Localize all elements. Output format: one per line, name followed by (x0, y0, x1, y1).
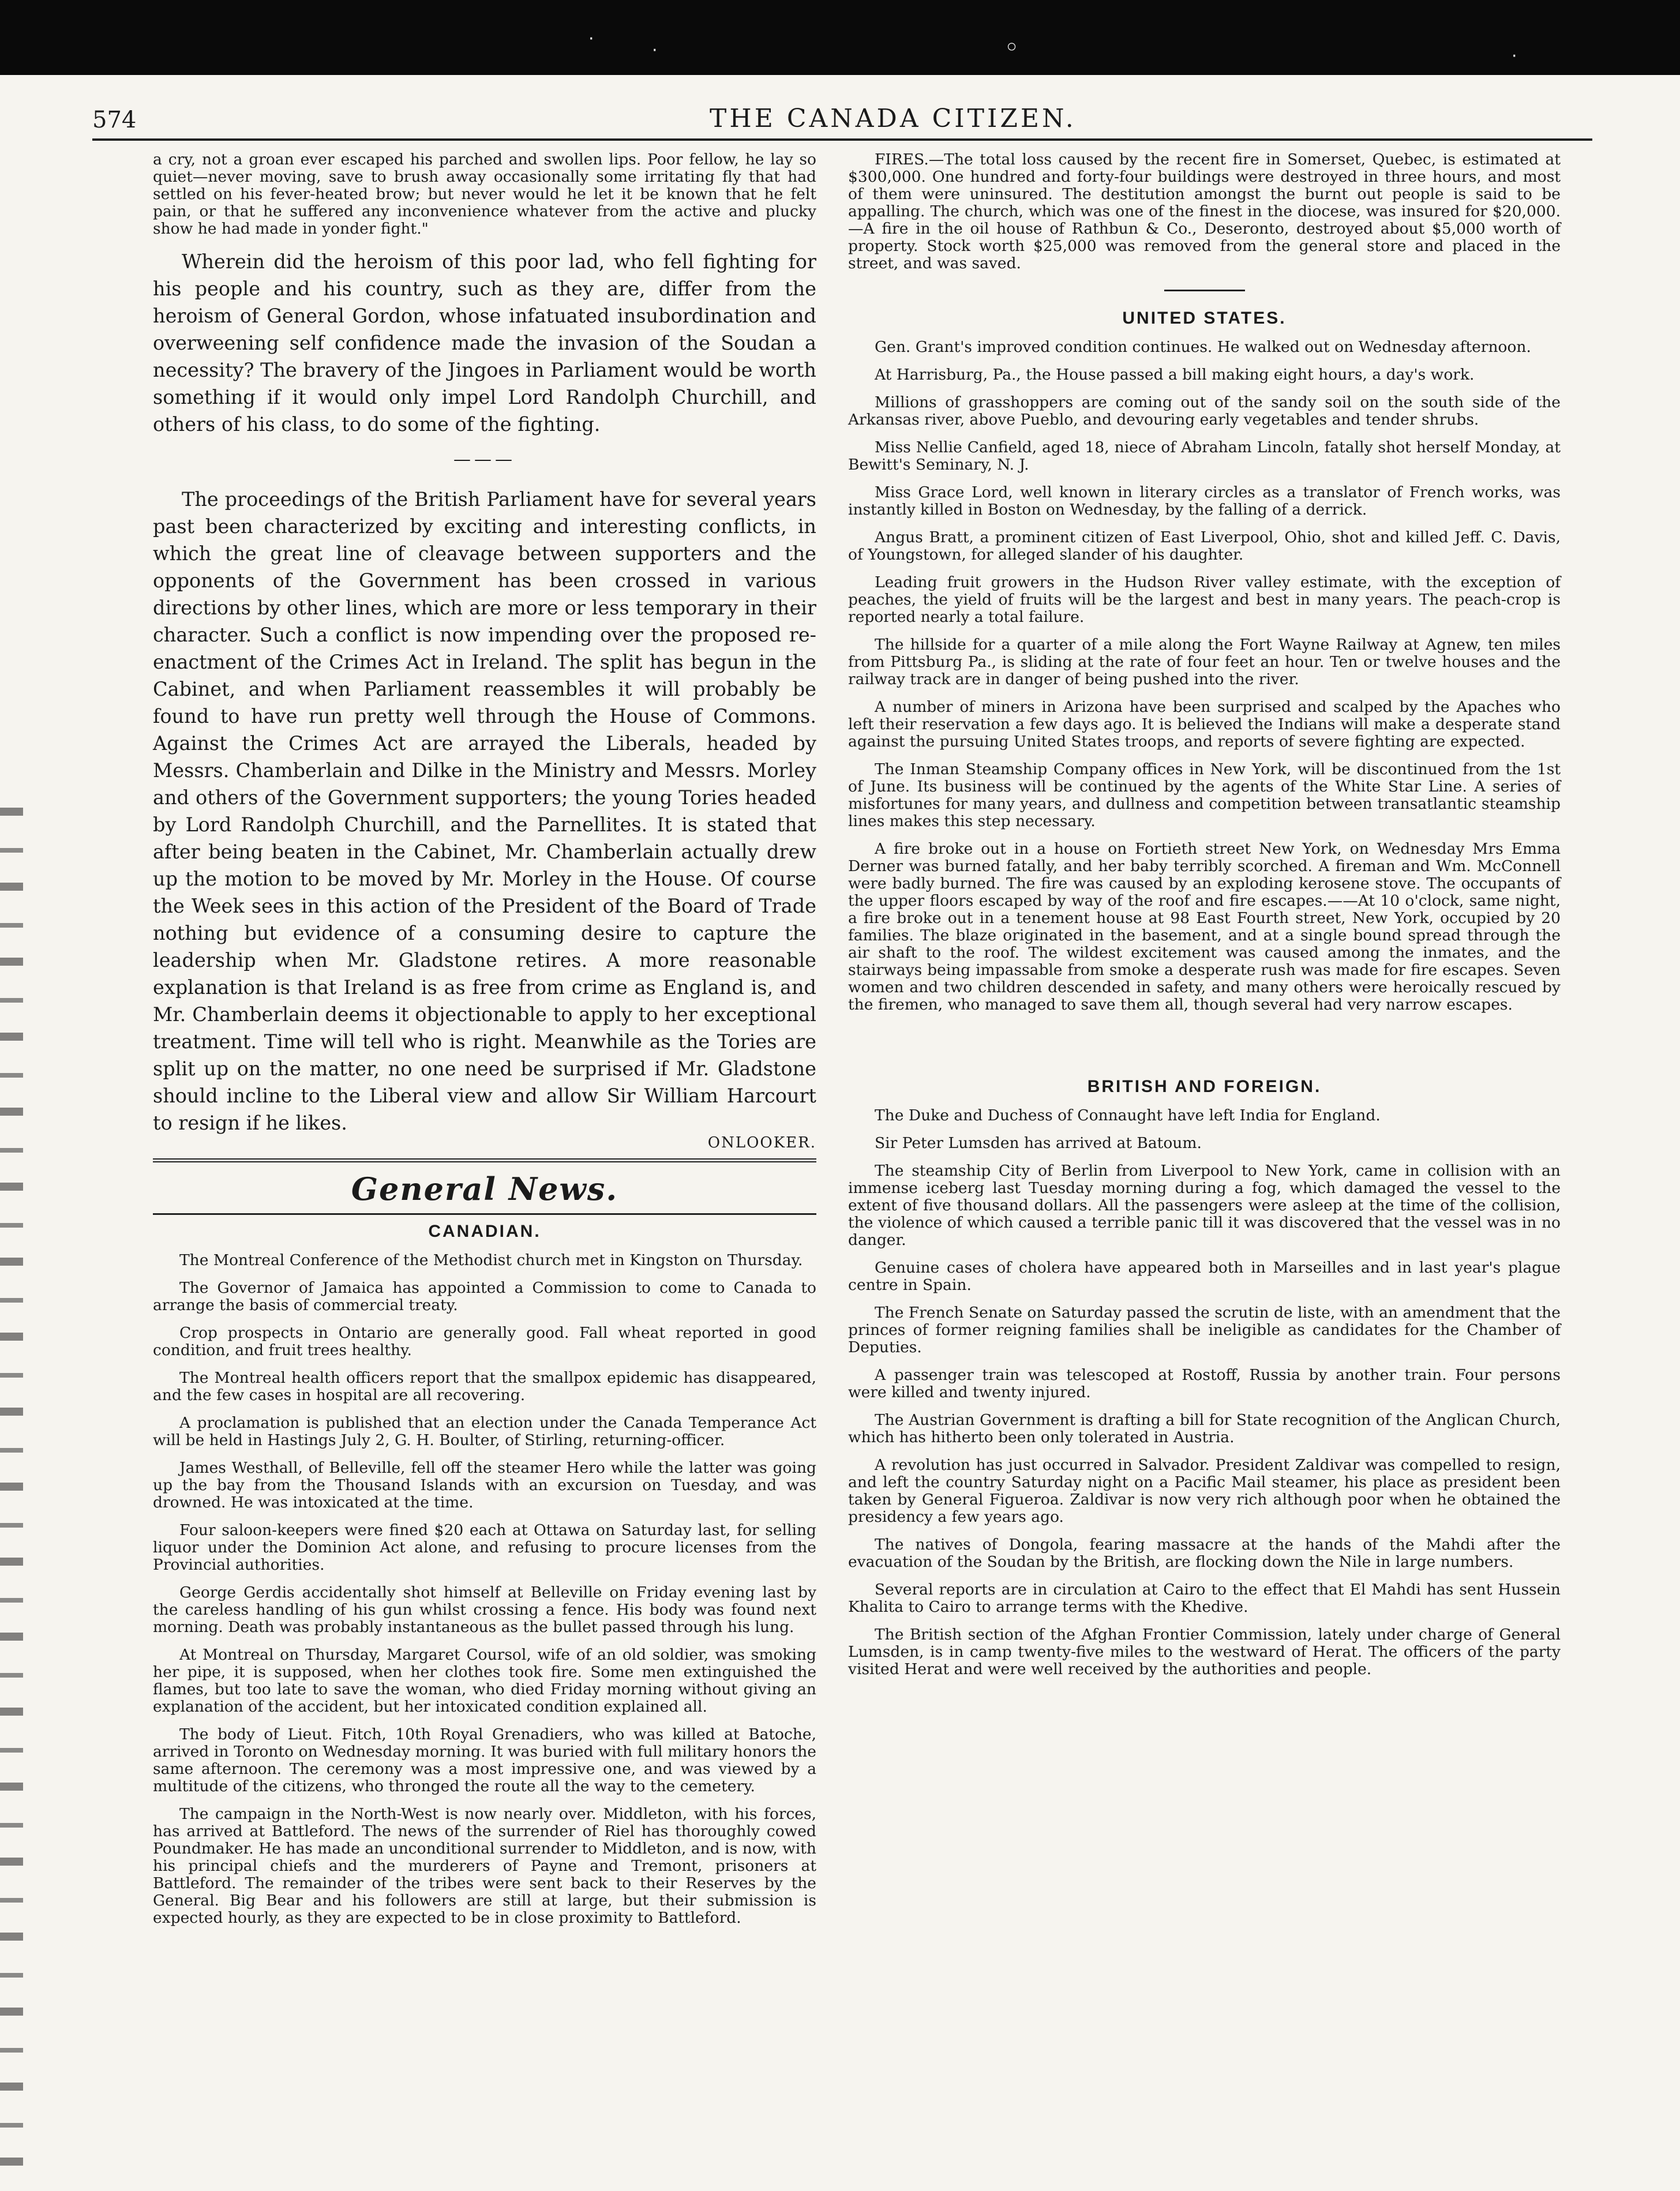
running-title: THE CANADA CITIZEN. (710, 104, 1077, 133)
news-item: A fire broke out in a house on Fortieth street New York, on Wednesday Mrs Emma Derner was burned fatally, and her baby terribly scorched. A fireman and Wm. McConnell were badly burned. The fire was caused by an exploding kerosene stove. The occupants of the upper floors escaped by way of the roof and fire escapes.——At 10 o'clock, same night, a fire broke out in a tenement house at 98 East Fourth street, New York, occupied by 20 families. The blaze originated in the basement, and at a single bound spread through the air shaft to the roof. The wildest excitement was caused among the inmates, and the stairways being impassable from smoke a desperate rush was made for fire escapes. Seven women and two children descended in safety, and many others were heroically rescued by the firemen, who managed to save them all, though several had very narrow escapes. (848, 840, 1561, 1014)
news-item: Miss Nellie Canfield, aged 18, niece of Abraham Lincoln, fatally shot herself Monday, at Bewitt's Seminary, N. J. (848, 438, 1561, 474)
news-item: Millions of grasshoppers are coming out of the sandy soil on the south side of the Arkansas river, above Pueblo, and devouring early vegetables and tender shrubs. (848, 393, 1561, 429)
news-item: Angus Bratt, a prominent citizen of East Liverpool, Ohio, shot and killed Jeff. C. Davis, of Youngstown, for alleged slander of his daughter. (848, 528, 1561, 564)
news-item: The Montreal health officers report that the smallpox epidemic has disappeared, and the few cases in hospital are all recovering. (153, 1369, 816, 1404)
scan-speck: · (652, 40, 658, 61)
editorial-block (153, 248, 816, 1136)
news-item: A passenger train was telescoped at Rostoff, Russia by another train. Four persons were killed and twenty injured. (848, 1366, 1561, 1401)
news-item: The Austrian Government is drafting a bill for State recognition of the Anglican Church, which has hitherto been only tolerated in Austria. (848, 1411, 1561, 1446)
news-item: The Duke and Duchess of Connaught have left India for England. (875, 1106, 1381, 1124)
canadian-heading: CANADIAN. (428, 1222, 541, 1241)
signature: ONLOOKER. (707, 1134, 816, 1151)
scan-speck: · (588, 29, 594, 49)
fires-block (848, 151, 1561, 272)
scan-speck: · (1512, 46, 1517, 66)
parliament-paragraph: The proceedings of the British Parliament have for several years past been characterized by exciting and interesting conflicts, in which the great line of cleavage between supporters and the opponents of the Government has been crossed in various directions by other lines, which are more or less temporary in their character. Such a conflict is now impending over the proposed re-enactment of the Crimes Act in Ireland. The split has begun in the Cabinet, and when Parliament reassembles it will probably be found to have run pretty well through the House of Commons. Against the Crimes Act are arrayed the Liberals, headed by Messrs. Chamberlain and Dilke in the Ministry and Messrs. Morley and others of the Government supporters; the young Tories headed by Lord Randolph Churchill, and the Parnellites. It is stated that after being beaten in the Cabinet, Mr. Chamberlain actually drew up the motion to be moved by Mr. Morley in the House. Of course the Week sees in this action of the President of the Board of Trade nothing but evidence of a consuming desire to capture the leadership when Mr. Gladstone retires. A more reasonable explanation is that Ireland is as free from crime as England is, and Mr. Chamberlain deems it objectionable to apply to her exceptional treatment. Time will tell who is right. Meanwhile as the Tories are split up on the matter, no one need be surprised if Mr. Gladstone should incline to the Liberal view and allow Sir William Harcourt to resign if he likes. (153, 488, 816, 1134)
news-item: Four saloon-keepers were fined $20 each at Ottawa on Saturday last, for selling liquor under the Dominion Act alone, and refusing to procure licenses from the Provincial authorities. (153, 1521, 816, 1574)
news-item: The natives of Dongola, fearing massacre at the hands of the Mahdi after the evacuation of the Soudan by the British, are flocking down the Nile in large numbers. (848, 1536, 1561, 1571)
scan-top-margin (0, 0, 1680, 75)
news-item: Leading fruit growers in the Hudson River valley estimate, with the exception of peaches, the yield of fruits will be the largest and best in many years. The peach-crop is reported nearly a total failure. (848, 573, 1561, 626)
section-separator (1164, 290, 1245, 291)
news-item: The campaign in the North-West is now nearly over. Middleton, with his forces, has arrived at Battleford. The news of the surrender of Riel has thoroughly cowed Poundmaker. He has made an unconditional surrender to Middleton, and is now, with his principal chiefs and the murderers of Payne and Tremont, prisoners at Battleford. The remainder of the tribes were sent back to their Reserves by the General. Big Bear and his followers are still at large, but their submission is expected hourly, as they are expected to be in close proximity to Battleford. (153, 1805, 816, 1927)
news-item: Crop prospects in Ontario are generally good. Fall wheat reported in good condition, and fruit trees healthy. (153, 1324, 816, 1359)
fires-paragraph: FIRES.—The total loss caused by the recent fire in Somerset, Quebec, is estimated at $300,000. One hundred and forty-four buildings were destroyed in three hours, and most of them were uninsured. The destitution amongst the burnt out people is said to be appalling. The church, which was one of the finest in the diocese, was insured for $20,000.—A fire in the oil house of Rathbun & Co., Deseronto, destroyed about $5,000 worth of property. Stock worth $25,000 was removed from the general store and placed in the street, and was saved. (848, 151, 1561, 272)
news-item: The body of Lieut. Fitch, 10th Royal Grenadiers, who was killed at Batoche, arrived in Toronto on Wednesday morning. It was buried with full military honors the same afternoon. The ceremony was a most impressive one, and was viewed by a multitude of the citizens, who thronged the route all the way to the cemetery. (153, 1725, 816, 1795)
news-item: A number of miners in Arizona have been surprised and scalped by the Apaches who left their reservation a few days ago. It is believed the Indians will make a desperate stand against the pursuing United States troops, and reports of severe fighting are expected. (848, 698, 1561, 751)
united-states-news (848, 339, 1561, 1014)
news-item: The Governor of Jamaica has appointed a Commission to come to Canada to arrange the basis of commercial treaty. (153, 1279, 816, 1314)
right-column (848, 151, 1561, 1689)
masthead-rule (153, 1213, 816, 1215)
header-rule (92, 138, 1592, 141)
left-column (153, 151, 816, 1937)
news-item: George Gerdis accidentally shot himself at Belleville on Friday evening last by the careless handling of his gun whilst crossing a fence. His body was found next morning. Death was probably instantaneous as the bullet passed through his lung. (153, 1584, 816, 1636)
news-item: A revolution has just occurred in Salvador. President Zaldivar was compelled to resign, and left the country Saturday night on a Pacific Mail steamer, his place as president been taken by General Figueroa. Zaldivar is now very rich although poor when he obtained the presidency a few years ago. (848, 1456, 1561, 1526)
heroism-paragraph: Wherein did the heroism of this poor lad, who fell fighting for his people and his country, such as they are, differ from the heroism of General Gordon, whose infatuated insubordination and overweening self confidence made the invasion of the Soudan a necessity? The bravery of the Jingoes in Parliament would be worth something if it would only impel Lord Randolph Churchill, and others of his class, to do some of the fighting. (153, 250, 816, 436)
news-item: Genuine cases of cholera have appeared both in Marseilles and in last year's plague centre in Spain. (848, 1259, 1561, 1294)
closing-quote: a cry, not a groan ever escaped his parched and swollen lips. Poor fellow, he lay so quiet—never moving, save to brush away occasionally some irritating fly that had settled on his fever-heated brow; but never would he let it be known that he felt pain, or that he suffered any inconvenience whatever from the active and plucky show he had made in yonder fight." (153, 151, 816, 238)
news-item: James Westhall, of Belleville, fell off the steamer Hero while the latter was going up the bay from the Thousand Islands with an excursion on Tuesday, and was drowned. He was intoxicated at the time. (153, 1459, 816, 1511)
general-news-masthead: General News. (351, 1170, 618, 1207)
british-foreign-heading: BRITISH AND FOREIGN. (1087, 1077, 1322, 1096)
page-number: 574 (92, 107, 137, 133)
news-item: The steamship City of Berlin from Liverpool to New York, came in collision with an immense iceberg last Tuesday morning during a fog, which damaged the vessel to the extent of five thousand dollars. All the passengers were asleep at the time of the collision, the violence of which caused a terrible panic till it was discovered that the vessel was in no danger. (848, 1162, 1561, 1249)
news-item: At Montreal on Thursday, Margaret Coursol, wife of an old soldier, was smoking her pipe, it is supposed, when her clothes took fire. Some men extinguished the flames, but too late to save the woman, who died Friday morning without giving an explanation of the accident, but her intoxicated condition explained all. (153, 1646, 816, 1716)
news-item: A proclamation is published that an election under the Canada Temperance Act will be held in Hastings July 2, G. H. Boulter, of Stirling, returning-officer. (153, 1414, 816, 1449)
united-states-heading: UNITED STATES. (1122, 309, 1287, 328)
news-item: At Harrisburg, Pa., the House passed a bill making eight hours, a day's work. (875, 366, 1475, 384)
british-foreign-news (848, 1107, 1561, 1678)
canadian-news (153, 1252, 816, 1927)
news-item: The hillside for a quarter of a mile along the Fort Wayne Railway at Agnew, ten miles from Pittsburg Pa., is sliding at the rate of four feet an hour. Ten or twelve houses and the railway track are in danger of being pushed into the river. (848, 636, 1561, 688)
news-item: Miss Grace Lord, well known in literary circles as a translator of French works, was instantly killed in Boston on Wednesday, by the falling of a derrick. (848, 483, 1561, 519)
scan-edge-marks (0, 808, 23, 2181)
news-item: The French Senate on Saturday passed the scrutin de liste, with an amendment that the princes of former reigning families shall be ineligible as candidates for the Chamber of Deputies. (848, 1304, 1561, 1356)
news-item: Sir Peter Lumsden has arrived at Batoum. (875, 1134, 1202, 1152)
scan-speck: ◦ (1004, 32, 1020, 63)
section-separator: ——— (453, 449, 516, 470)
news-item: The Montreal Conference of the Methodist church met in Kingston on Thursday. (179, 1251, 803, 1269)
double-rule (153, 1158, 816, 1162)
news-item: Gen. Grant's improved condition continues. He walked out on Wednesday afternoon. (875, 338, 1531, 356)
closing-quote-block (153, 151, 816, 238)
news-item: The Inman Steamship Company offices in New York, will be discontinued from the 1st of June. Its business will be continued by the agents of the White Star Line. A series of misfortunes for many years, and dullness and competition between transatlantic steamship lines makes this step necessary. (848, 760, 1561, 830)
news-item: The British section of the Afghan Frontier Commission, lately under charge of General Lumsden, is in camp twenty-five miles to the westward of Herat. The officers of the party visited Herat and were well received by the authorities and people. (848, 1626, 1561, 1678)
news-item: Several reports are in circulation at Cairo to the effect that El Mahdi has sent Hussein Khalita to Cairo to arrange terms with the Khedive. (848, 1581, 1561, 1616)
